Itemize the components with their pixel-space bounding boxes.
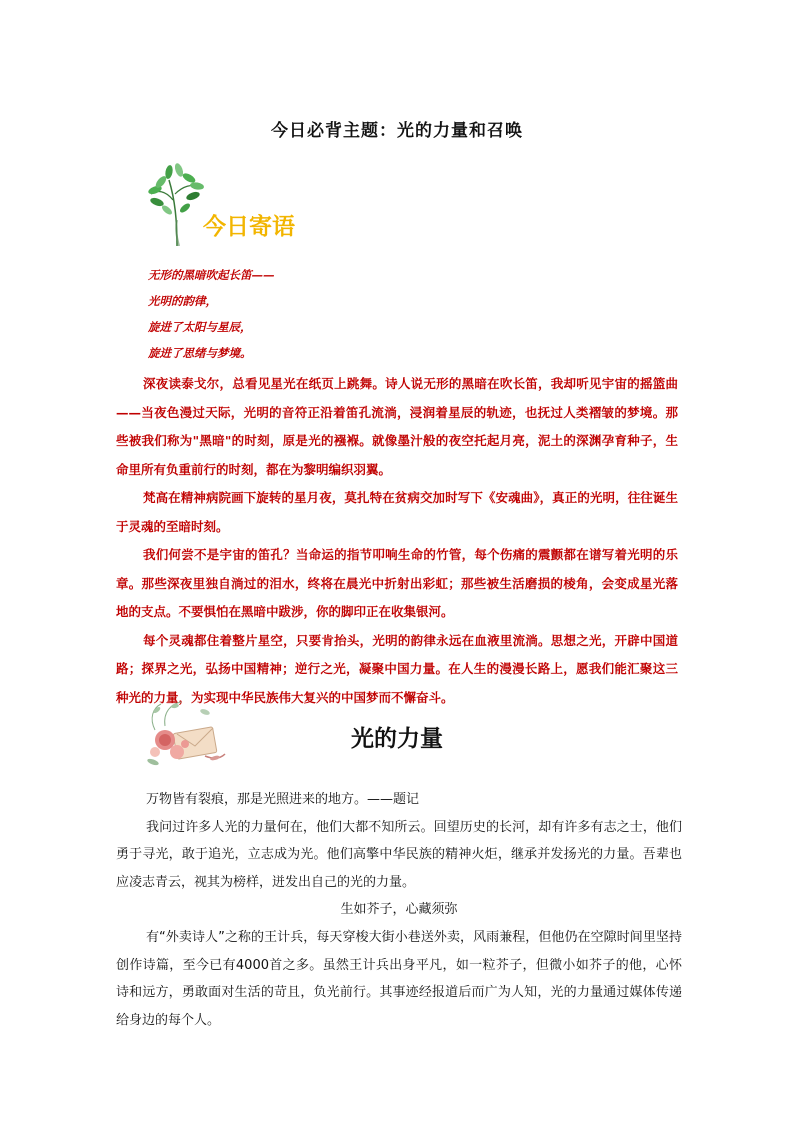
essay-paragraph: 有“外卖诗人”之称的王计兵，每天穿梭大街小巷送外卖，风雨兼程，但他仍在空隙时间里坚持创作诗篇，至今已有4000首之多。虽然王计兵出身平凡，如一粒芥子，但微小如芥子的他，心怀诗和远方，勇敢面对生活的苛且，负光前行。其事迹经报道后而广为人知，光的力量通过媒体传递给身边的每个人。 <box>116 929 682 1028</box>
essay-paragraph: 我问过许多人光的力量何在，他们大都不知所云。回望历史的长河，却有许多有志之士，他们勇于寻光，敢于追光，立志成为光。他们高擎中华民族的精神火炬，继承并发扬光的力量。吾辈也应凌志青云，视其为榜样，迸发出自己的光的力量。 <box>116 819 682 890</box>
leaf-sprig-icon <box>147 160 207 246</box>
page-title: 今日必背主题：光的力量和召唤 <box>271 121 523 141</box>
essay-body <box>116 786 682 1034</box>
section-heading-power: 光的力量 <box>351 726 443 752</box>
subheading: 生如芥子，心藏须弥 <box>340 902 458 918</box>
section-heading-message: 今日寄语 <box>203 214 295 240</box>
poem-line: 旋进了思绪与梦境。 <box>148 346 252 360</box>
poem <box>148 262 668 366</box>
message-body <box>116 370 678 712</box>
message-paragraph: 深夜读泰戈尔，总看见星光在纸页上跳舞。诗人说无形的黑暗在吹长笛，我却听见宇宙的摇篮曲——当夜色漫过天际，光明的音符正沿着笛孔流淌，浸润着星辰的轨迹，也抚过人类褶皱的梦境。那些被我们称为"黑暗"的时刻，原是光的襁褓。就像墨汁般的夜空托起月亮，泥土的深渊孕育种子，生命里所有负重前行的时刻，都在为黎明编织羽翼。 <box>116 376 678 477</box>
poem-line: 光明的韵律， <box>148 294 217 308</box>
poem-line: 无形的黑暗吹起长笛—— <box>148 268 275 282</box>
message-paragraph: 梵高在精神病院画下旋转的星月夜，莫扎特在贫病交加时写下《安魂曲》，真正的光明，往往诞生于灵魂的至暗时刻。 <box>116 490 678 534</box>
poem-line: 旋进了太阳与星辰， <box>148 320 252 334</box>
epigraph: 万物皆有裂痕，那是光照进来的地方。——题记 <box>146 792 420 807</box>
message-paragraph: 每个灵魂都住着整片星空，只要肯抬头，光明的韵律永远在血液里流淌。思想之光，开辟中国道路；探界之光，弘扬中国精神；逆行之光，凝聚中国力量。在人生的漫漫长路上，愿我们能汇聚这三种光的力量，为实现中华民族伟大复兴的中国梦而不懈奋斗。 <box>116 632 678 705</box>
message-paragraph: 我们何尝不是宇宙的笛孔？当命运的指节叩响生命的竹管，每个伤痛的震颤都在谱写着光明的乐章。那些深夜里独自淌过的泪水，终将在晨光中折射出彩虹；那些被生活磨损的棱角，会变成星光落地的支点。不要惧怕在黑暗中跋涉，你的脚印正在收集银河。 <box>116 547 678 619</box>
